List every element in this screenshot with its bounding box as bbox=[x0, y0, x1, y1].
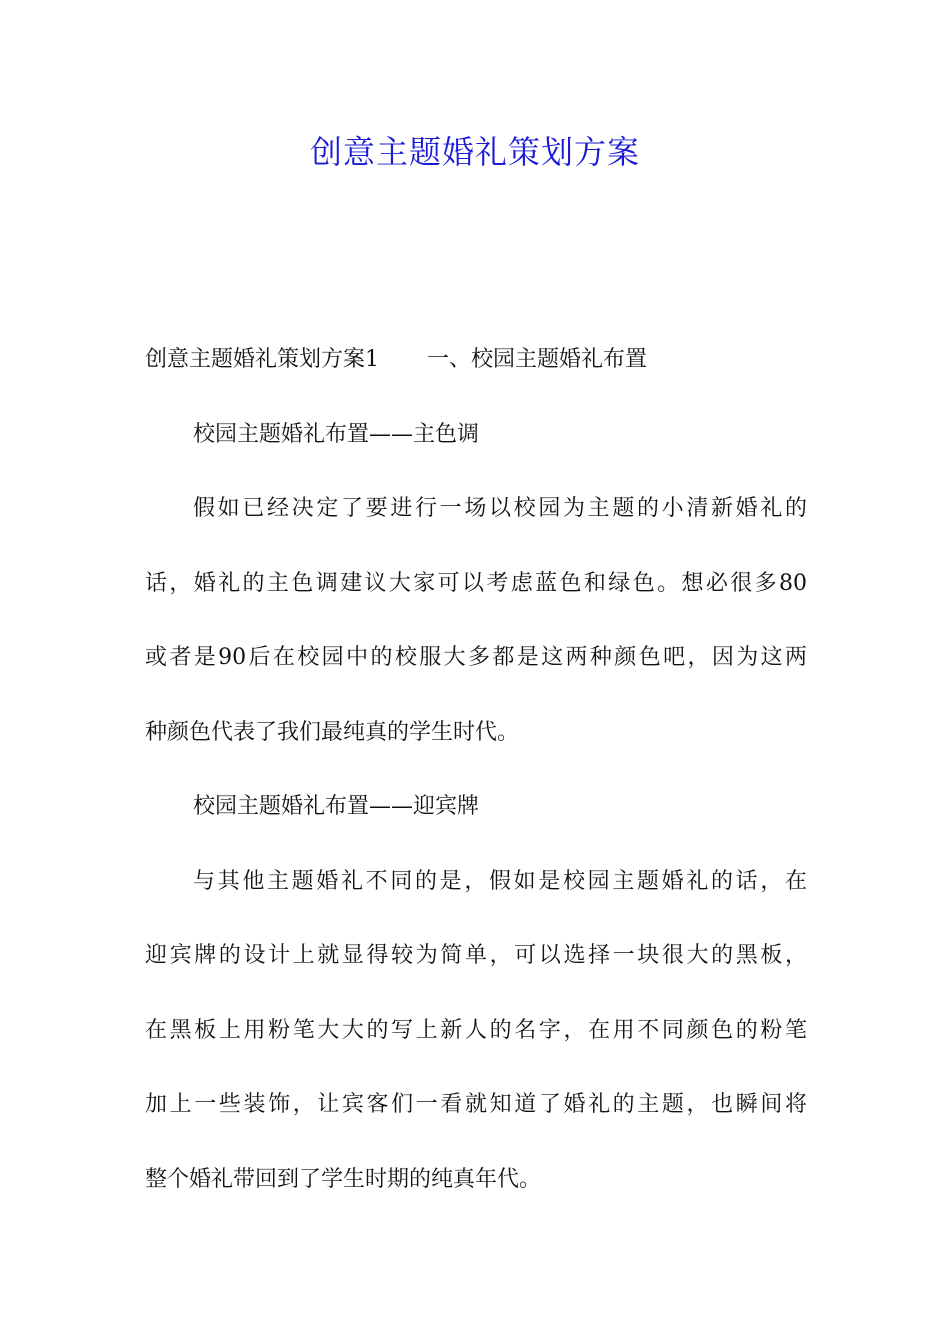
subheading-color: 校园主题婚礼布置——主色调 bbox=[193, 421, 480, 447]
subheading-welcome-sign: 校园主题婚礼布置——迎宾牌 bbox=[193, 794, 480, 819]
paragraph-line: 在黑板上用粉笔大大的写上新人的名字，在用不同颜色的粉笔 bbox=[145, 1017, 807, 1043]
paragraph-line: 加上一些装饰，让宾客们一看就知道了婚礼的主题，也瞬间将 bbox=[145, 1092, 807, 1117]
plan-heading: 创意主题婚礼策划方案1 bbox=[145, 347, 379, 372]
section-heading: 一、校园主题婚礼布置 bbox=[427, 347, 648, 372]
paragraph-line: 迎宾牌的设计上就显得较为简单，可以选择一块很大的黑板， bbox=[145, 943, 807, 968]
document-body bbox=[145, 337, 807, 1231]
document-title: 创意主题婚礼策划方案 bbox=[309, 133, 640, 171]
paragraph-line: 或者是90后在校园中的校服大多都是这两种颜色吧，因为这两 bbox=[145, 645, 807, 670]
paragraph-line: 整个婚礼带回到了学生时期的纯真年代。 bbox=[145, 1166, 542, 1192]
intro-line bbox=[145, 337, 807, 412]
paragraph-line: 种颜色代表了我们最纯真的学生时代。 bbox=[145, 719, 520, 745]
paragraph-line: 与其他主题婚礼不同的是，假如是校园主题婚礼的话，在 bbox=[193, 868, 807, 894]
paragraph-line: 话，婚礼的主色调建议大家可以考虑蓝色和绿色。想必很多80 bbox=[145, 570, 807, 596]
paragraph-line: 假如已经决定了要进行一场以校园为主题的小清新婚礼的 bbox=[193, 496, 807, 521]
